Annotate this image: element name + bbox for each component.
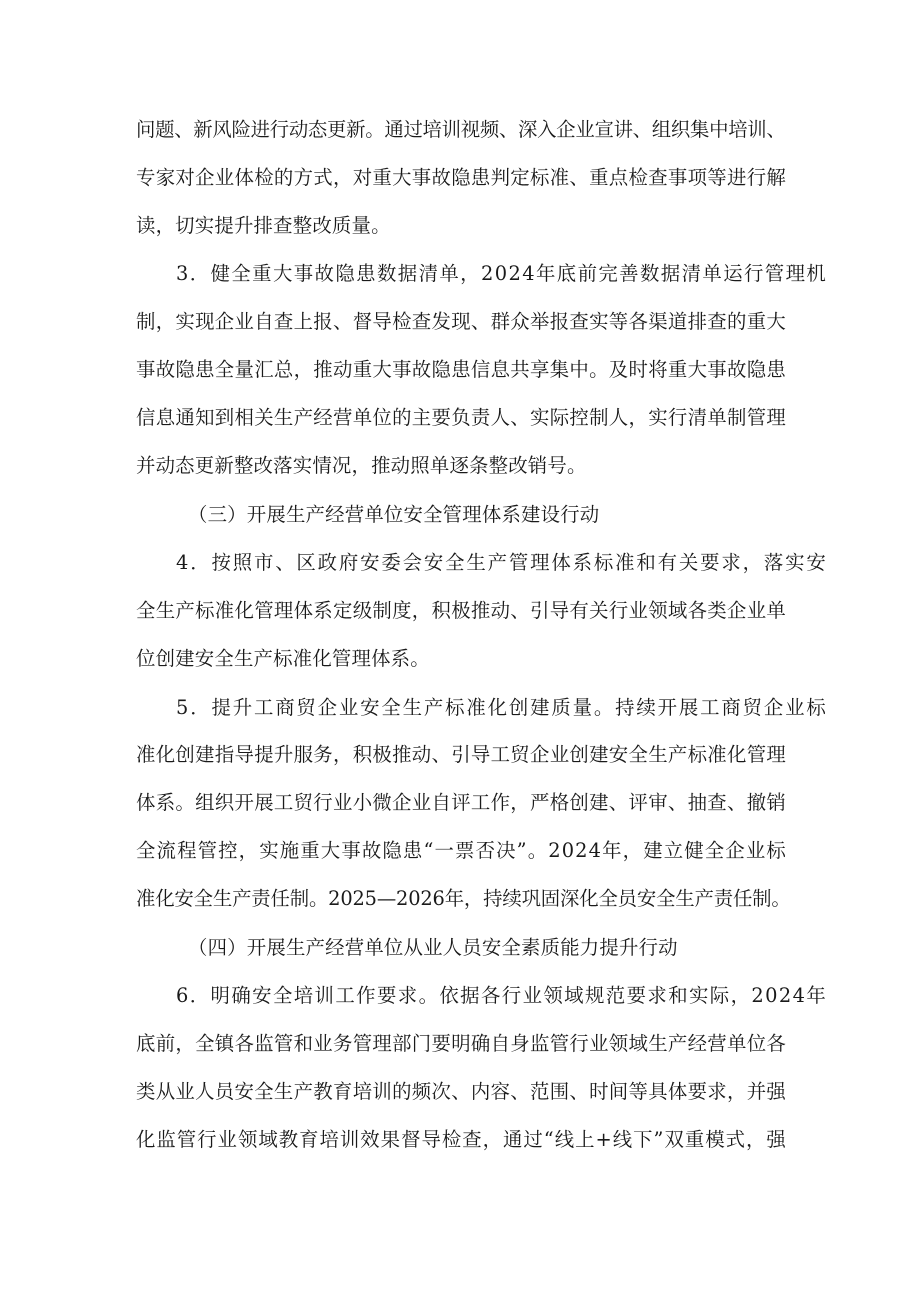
- text-line: 4．按照市、区政府安委会安全生产管理体系标准和有关要求，落实安: [176, 551, 828, 574]
- text-line: 并动态更新整改落实情况，推动照单逐条整改销号。: [136, 454, 587, 477]
- text-line: 化监管行业领域教育培训效果督导检查，通过“线上+线下”双重模式，强: [136, 1128, 787, 1151]
- text-line: 专家对企业体检的方式，对重大事故隐患判定标准、重点检查事项等进行解: [136, 166, 787, 189]
- text-line: 事故隐患全量汇总，推动重大事故隐患信息共享集中。及时将重大事故隐患: [136, 358, 787, 381]
- text-line: 6．明确安全培训工作要求。依据各行业领域规范要求和实际，2024年: [176, 984, 828, 1007]
- section-heading: （四）开展生产经营单位从业人员安全素质能力提升行动: [188, 936, 678, 959]
- section-heading: （三）开展生产经营单位安全管理体系建设行动: [188, 503, 600, 526]
- text-line: 准化安全生产责任制。2025—2026年，持续巩固深化全员安全生产责任制。: [136, 887, 791, 910]
- text-line: 类从业人员安全生产教育培训的频次、内容、范围、时间等具体要求，并强: [136, 1080, 787, 1103]
- text-line: 体系。组织开展工贸行业小微企业自评工作，严格创建、评审、抽查、撤销: [136, 791, 787, 814]
- text-line: 3．健全重大事故隐患数据清单，2024年底前完善数据清单运行管理机: [176, 262, 828, 285]
- text-line: 5．提升工商贸企业安全生产标准化创建质量。持续开展工商贸企业标: [176, 696, 828, 719]
- text-line: 全生产标准化管理体系定级制度，积极推动、引导有关行业领域各类企业单: [136, 599, 787, 622]
- text-line: 底前，全镇各监管和业务管理部门要明确自身监管行业领域生产经营单位各: [136, 1032, 787, 1055]
- text-line: 制，实现企业自查上报、督导检查发现、群众举报查实等各渠道排查的重大: [136, 310, 787, 333]
- text-line: 位创建安全生产标准化管理体系。: [136, 647, 430, 670]
- text-line: 信息通知到相关生产经营单位的主要负责人、实际控制人，实行清单制管理: [136, 406, 787, 429]
- text-line: 问题、新风险进行动态更新。通过培训视频、深入企业宣讲、组织集中培训、: [136, 118, 786, 141]
- text-line: 读，切实提升排查整改质量。: [136, 214, 391, 237]
- text-line: 准化创建指导提升服务，积极推动、引导工贸企业创建安全生产标准化管理: [136, 743, 787, 766]
- text-line: 全流程管控，实施重大事故隐患“一票否决”。2024年，建立健全企业标: [136, 839, 787, 862]
